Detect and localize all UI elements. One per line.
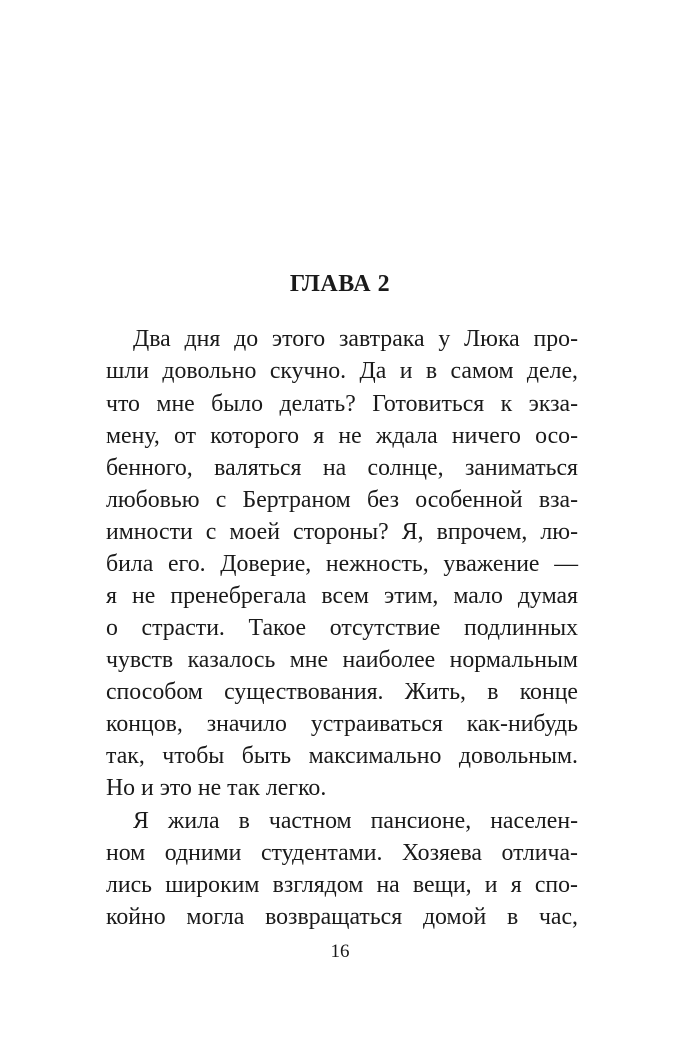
text-line: Я жила в частном пансионе, населен- <box>133 808 578 834</box>
text-line: способом существования. Жить, в конце <box>106 679 578 705</box>
text-line: била его. Доверие, нежность, уважение — <box>106 551 578 577</box>
text-line: Два дня до этого завтрака у Люка про- <box>133 326 578 352</box>
text-line: Но и это не так легко. <box>106 775 327 801</box>
text-line: любовью с Бертраном без особенной вза- <box>106 487 578 513</box>
text-line: лись широким взглядом на вещи, и я спо- <box>106 872 578 898</box>
text-line: койно могла возвращаться домой в час, <box>106 904 578 930</box>
chapter-title: ГЛАВА 2 <box>289 271 391 297</box>
text-line: шли довольно скучно. Да и в самом деле, <box>106 358 578 384</box>
text-line: чувств казалось мне наиболее нормальным <box>106 647 578 673</box>
text-line: имности с моей стороны? Я, впрочем, лю- <box>106 519 578 545</box>
text-line: ном одними студентами. Хозяева отлича- <box>106 840 578 866</box>
text-line: мену, от которого я не ждала ничего осо- <box>106 423 578 449</box>
text-line: что мне было делать? Готовиться к экза- <box>106 391 578 417</box>
text-line: концов, значило устраиваться как-нибудь <box>106 711 578 737</box>
text-line: о страсти. Такое отсутствие подлинных <box>106 615 578 641</box>
text-line: бенного, валяться на солнце, заниматься <box>106 455 578 481</box>
page-number: 16 <box>330 941 350 962</box>
text-line: я не пренебрегала всем этим, мало думая <box>106 583 578 609</box>
text-line: так, чтобы быть максимально довольным. <box>106 743 578 769</box>
